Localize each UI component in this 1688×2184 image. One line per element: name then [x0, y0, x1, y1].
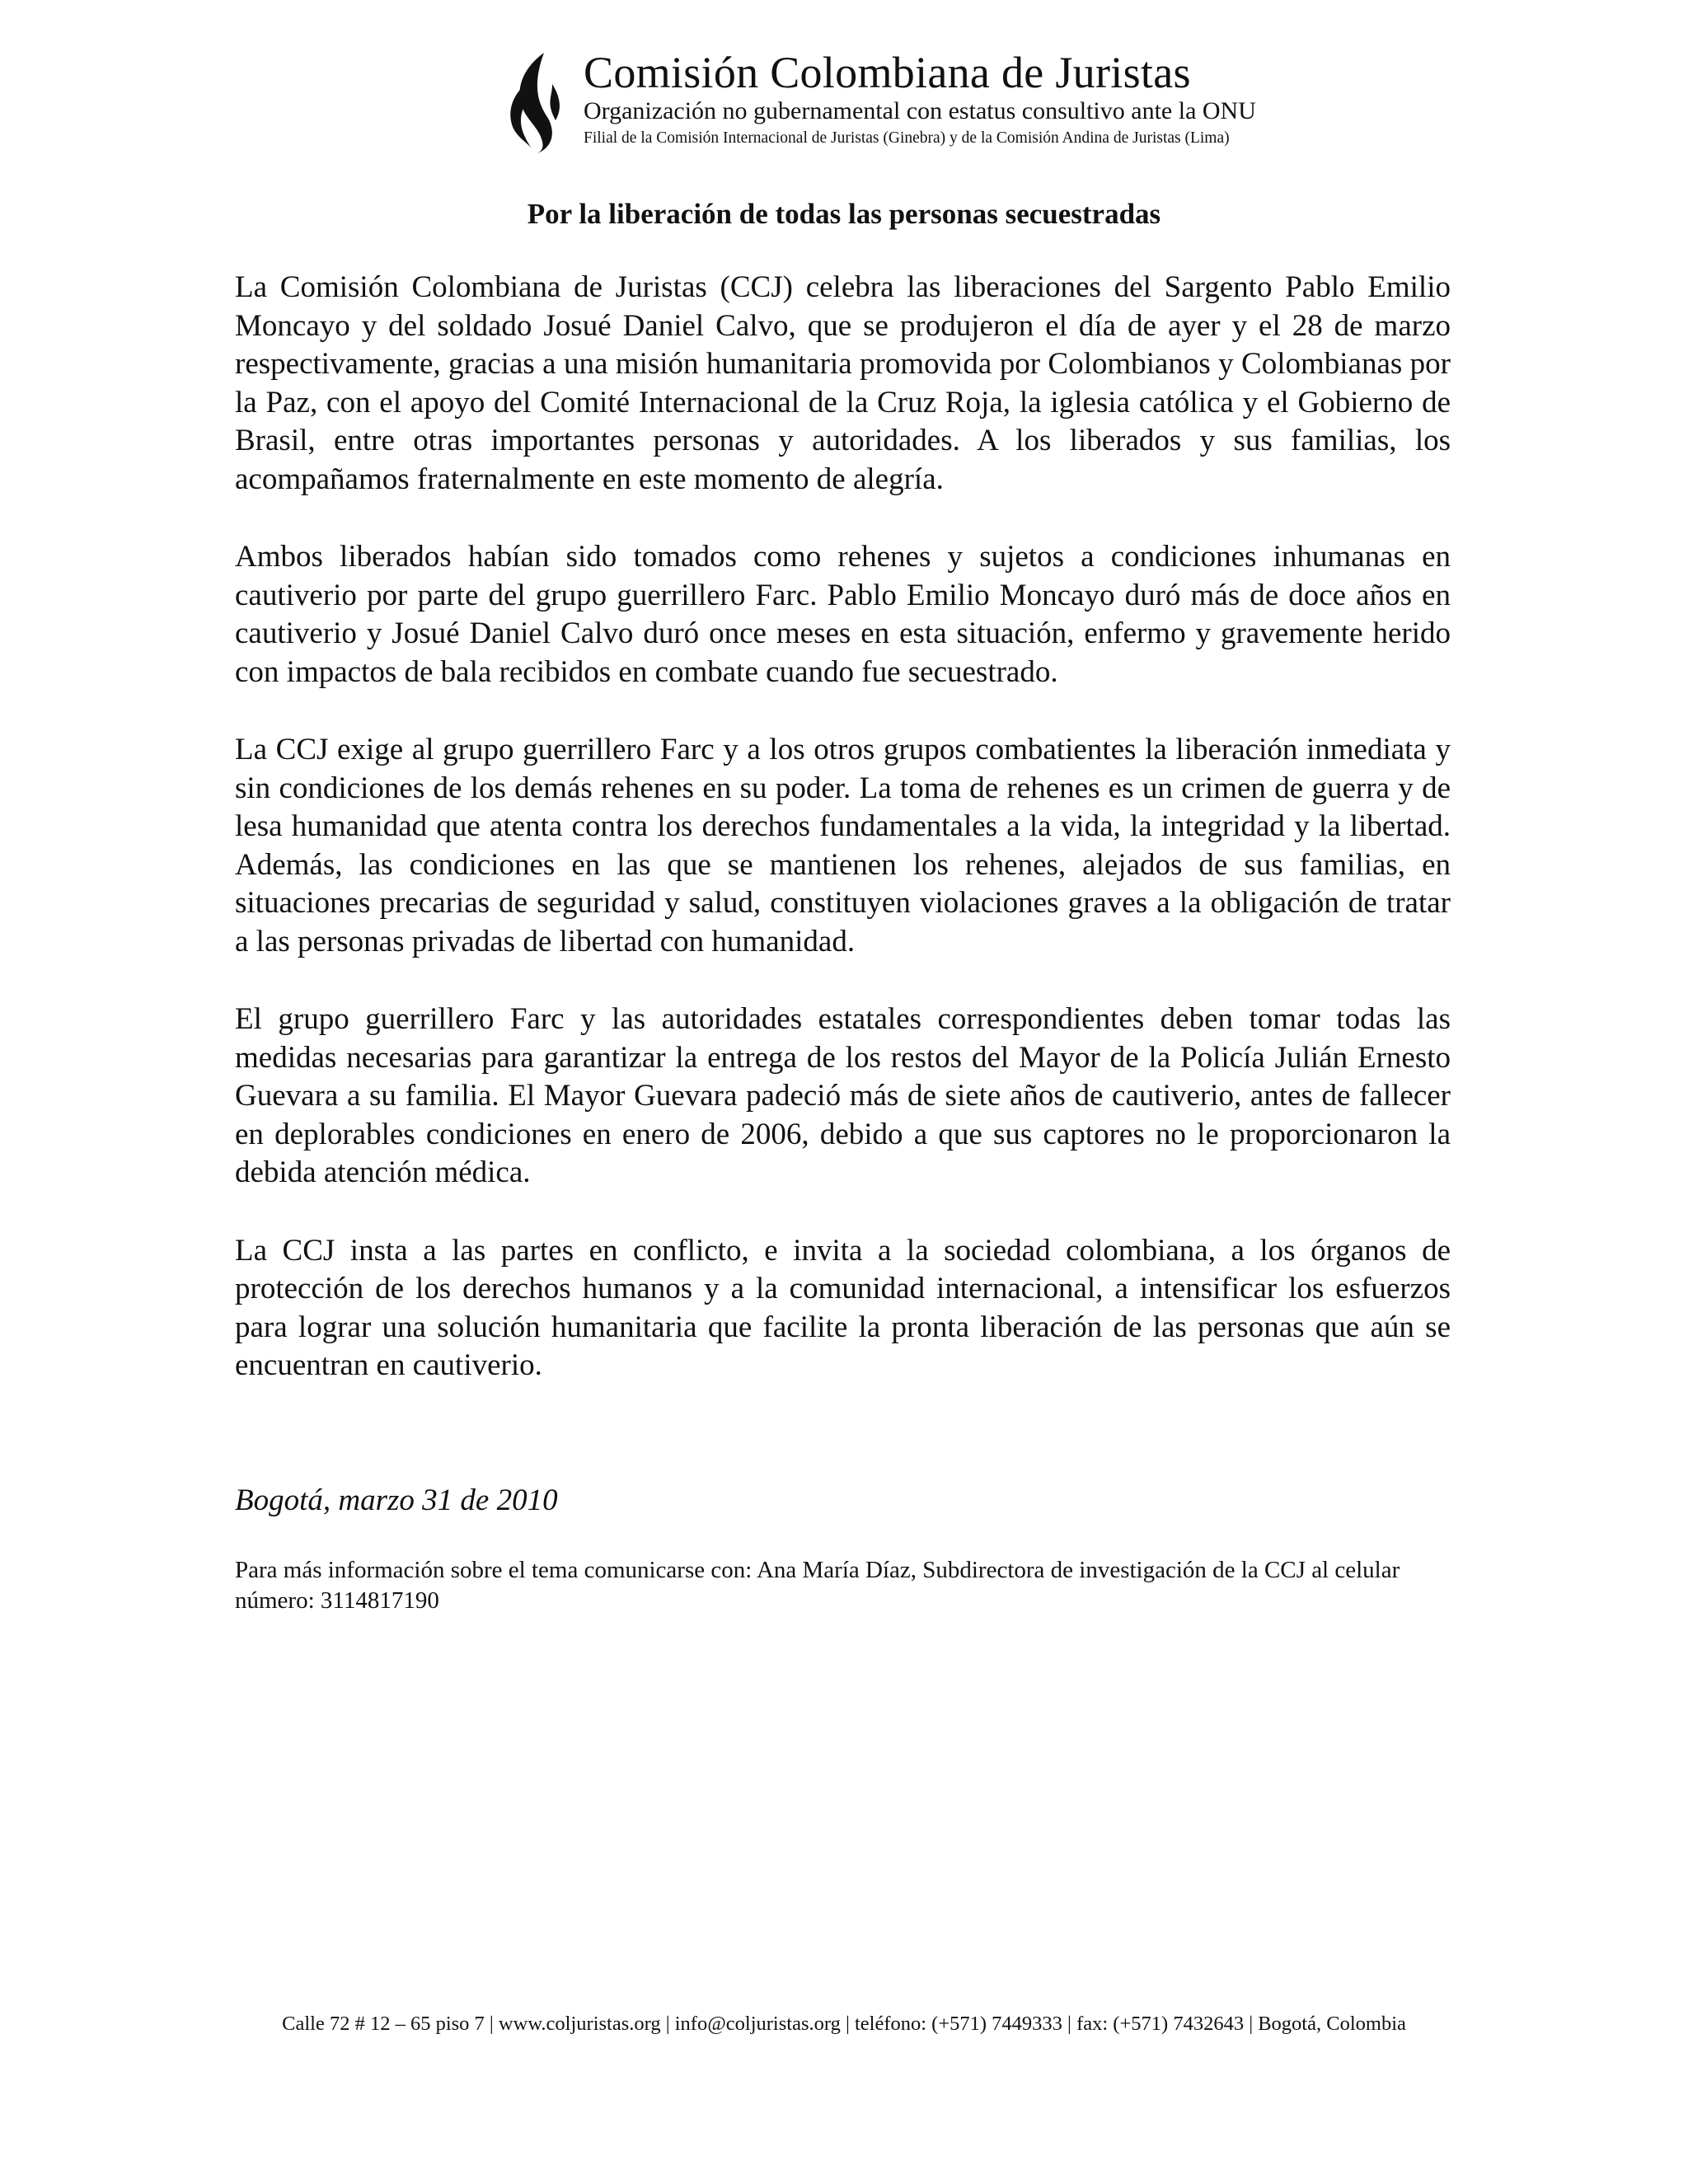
- document-title: Por la liberación de todas las personas secuestradas: [527, 198, 1161, 230]
- letterhead: [501, 48, 1256, 155]
- contact-info: Para más información sobre el tema comunicarse con: Ana María Díaz, Subdirectora de investigación de la CCJ al celular número: 3114817190: [235, 1557, 1400, 1614]
- organization-name: Comisión Colombiana de Juristas: [584, 48, 1191, 97]
- document-body: [235, 269, 1451, 1425]
- paragraph: El grupo guerrillero Farc y las autoridades estatales correspondientes deben tomar todas las medidas necesarias para garantizar la entrega de los restos del Mayor de la Policía Julián Ernesto Guevara a su familia. El Mayor Guevara padeció más de siete años de cautiverio, antes de fallecer en deplorables condiciones en enero de 2006, debido a que sus captores no le proporcionaron la debida atención médica.: [235, 1002, 1451, 1189]
- ccj-flame-logo-icon: [501, 51, 569, 153]
- page-footer: Calle 72 # 12 – 65 piso 7 | www.coljuristas.org | info@coljuristas.org | teléfono: (+571) 7449333 | fax: (+571) 7432643 | Bogotá, Colombia: [282, 2013, 1406, 2035]
- paragraph: La CCJ exige al grupo guerrillero Farc y a los otros grupos combatientes la liberación inmediata y sin condiciones de los demás rehenes en su poder. La toma de rehenes es un crimen de guerra y de lesa humanidad que atenta contra los derechos fundamentales a la vida, la integridad y la libertad. Además, las condiciones en las que se mantienen los rehenes, alejados de sus familias, en situaciones precarias de seguridad y salud, constituyen violaciones graves a la obligación de tratar a las personas privadas de libertad con humanidad.: [235, 733, 1451, 958]
- paragraph: Ambos liberados habían sido tomados como rehenes y sujetos a condiciones inhumanas en cautiverio por parte del grupo guerrillero Farc. Pablo Emilio Moncayo duró más de doce años en cautiverio y Josué Daniel Calvo duró once meses en esta situación, enfermo y gravemente herido con impactos de bala recibidos en combate cuando fue secuestrado.: [235, 540, 1451, 689]
- paragraph: La CCJ insta a las partes en conflicto, e invita a la sociedad colombiana, a los órganos de protección de los derechos humanos y a la comunidad internacional, a intensificar los esfuerzos para lograr una solución humanitaria que facilite la pronta liberación de las personas que aún se encuentran en cautiverio.: [235, 1233, 1451, 1382]
- dateline: Bogotá, marzo 31 de 2010: [235, 1483, 558, 1517]
- organization-subtitle: Organización no gubernamental con estatus consultivo ante la ONU: [584, 97, 1256, 124]
- organization-affiliation: Filial de la Comisión Internacional de Juristas (Ginebra) y de la Comisión Andina de Juristas (Lima): [584, 129, 1230, 147]
- paragraph: La Comisión Colombiana de Juristas (CCJ) celebra las liberaciones del Sargento Pablo Emilio Moncayo y del soldado Josué Daniel Calvo, que se produjeron el día de ayer y el 28 de marzo respectivamente, gracias a una misión humanitaria promovida por Colombianos y Colombianas por la Paz, con el apoyo del Comité Internacional de la Cruz Roja, la iglesia católica y el Gobierno de Brasil, entre otras importantes personas y autoridades. A los liberados y sus familias, los acompañamos fraternalmente en este momento de alegría.: [235, 270, 1451, 496]
